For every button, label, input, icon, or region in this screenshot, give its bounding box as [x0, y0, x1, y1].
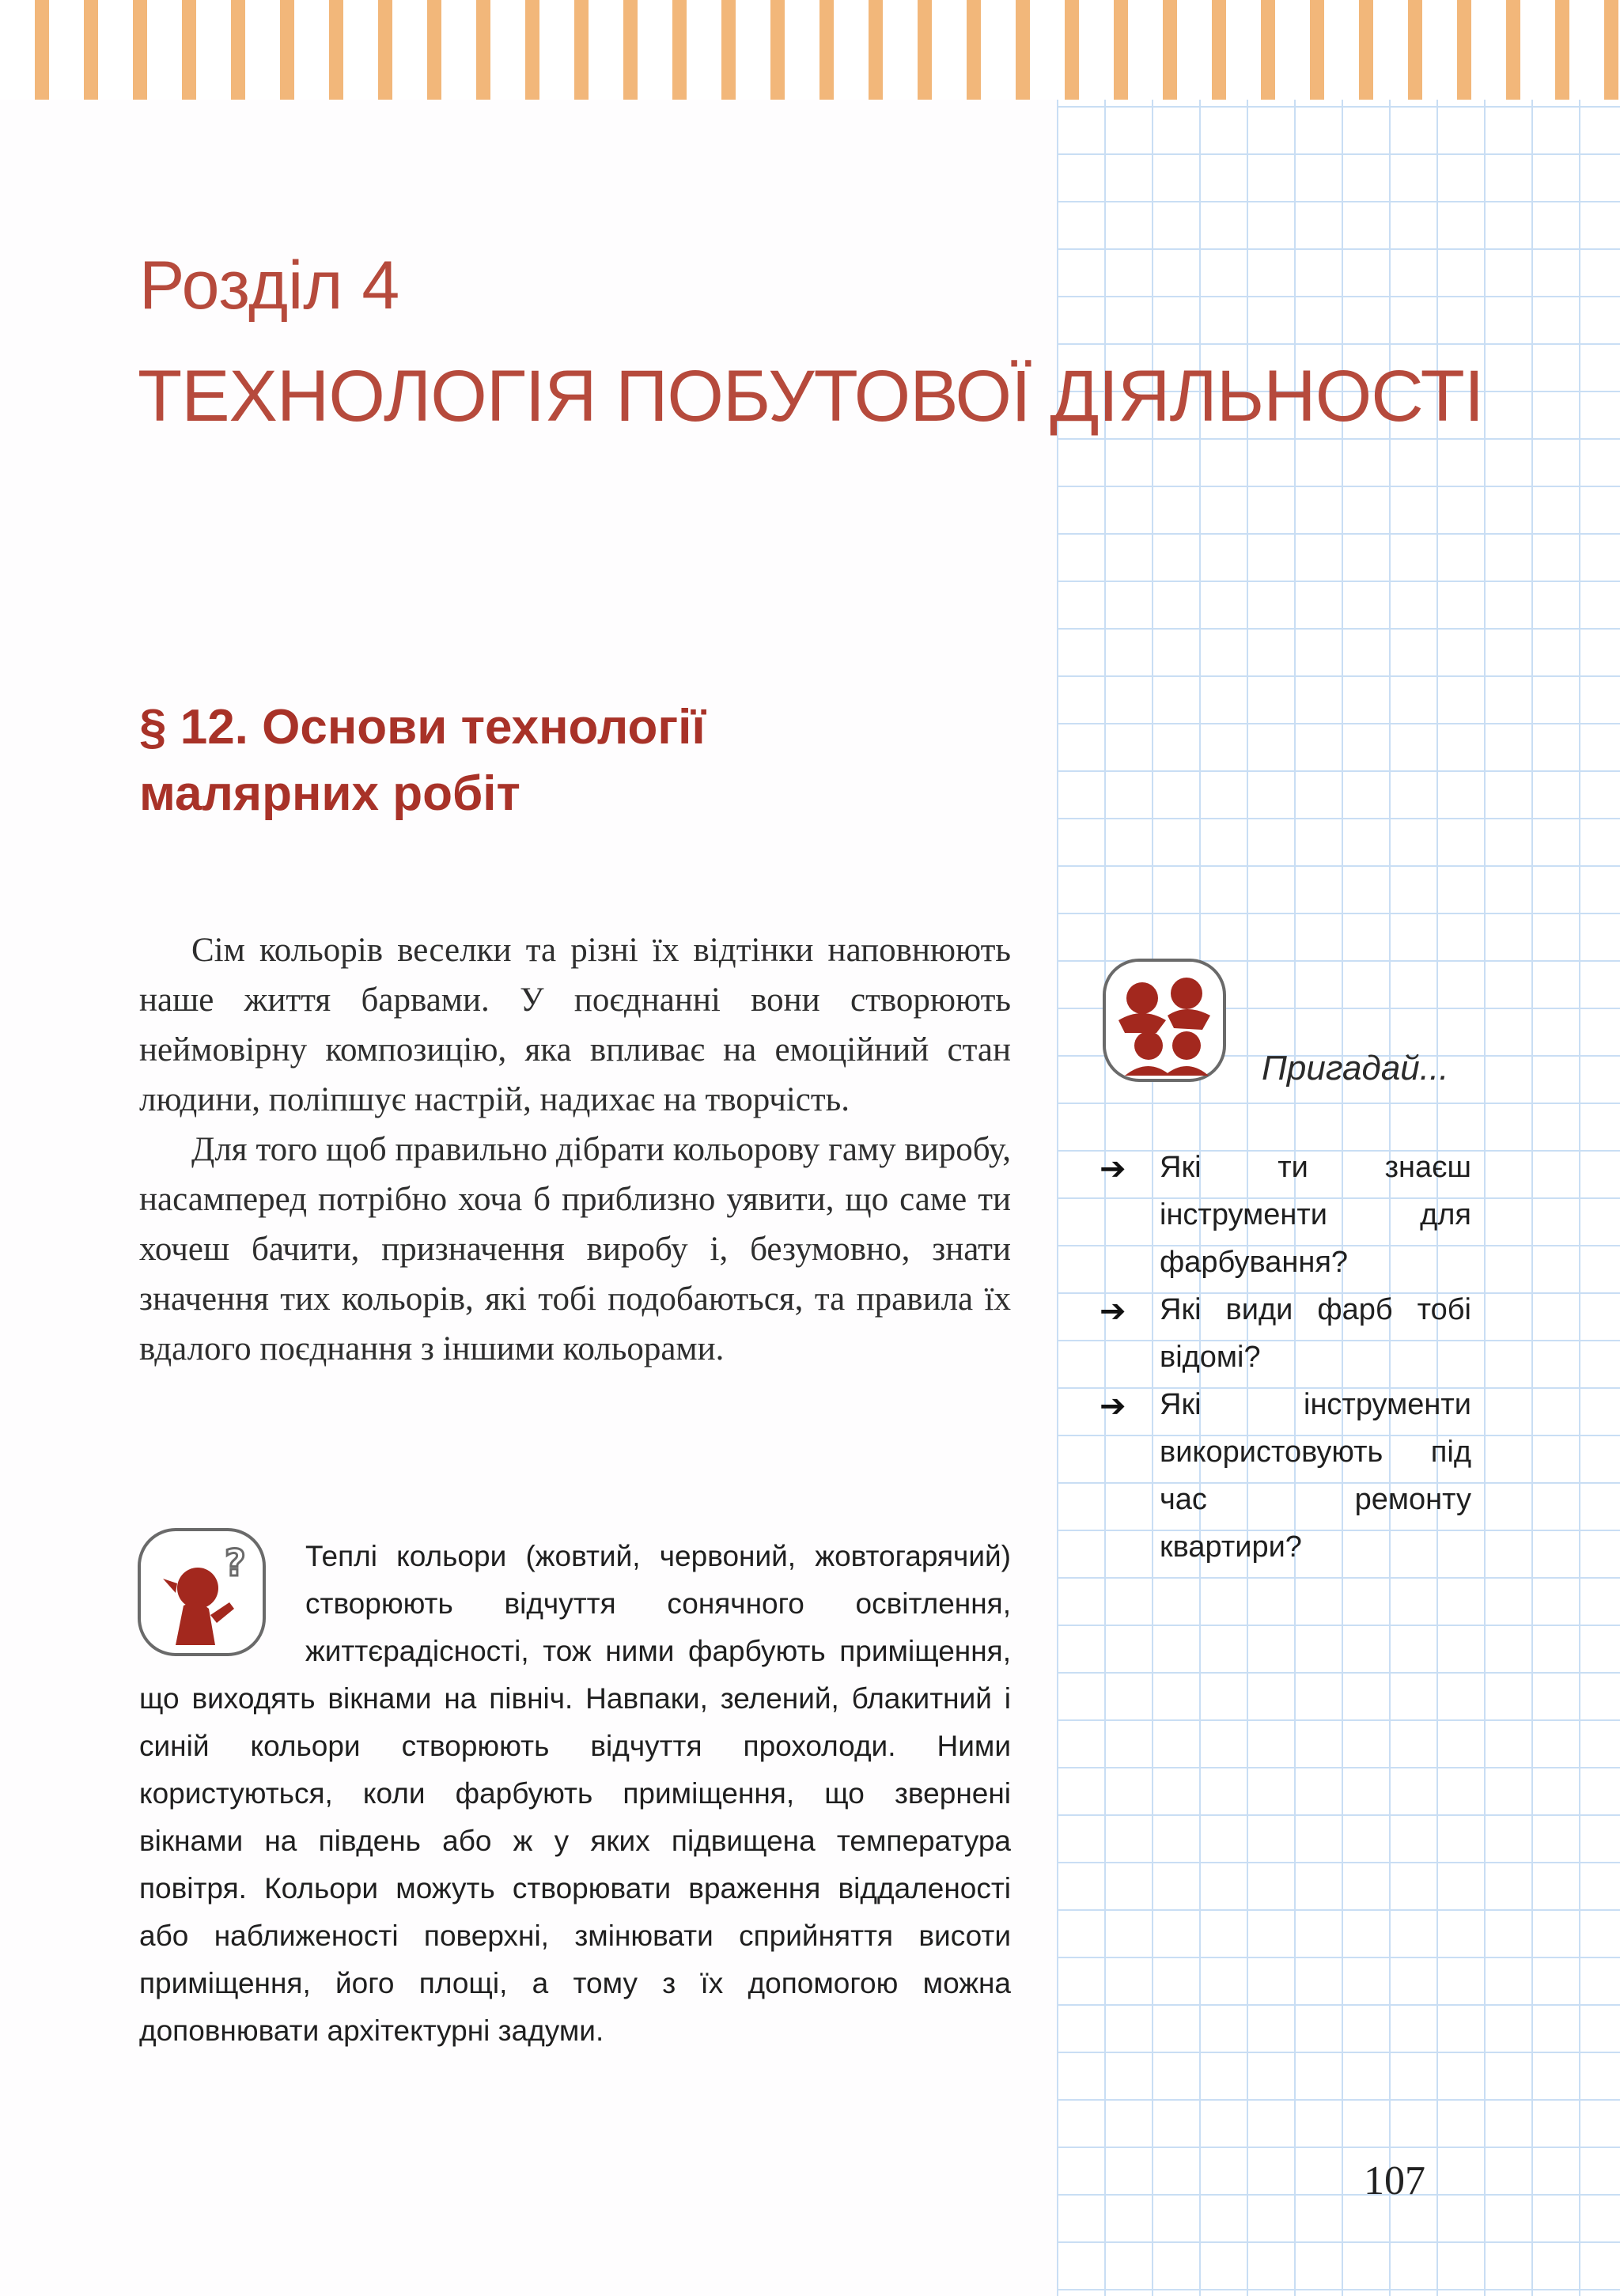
section-heading-line-1: § 12. Основи технології [139, 700, 706, 755]
question-item [1100, 1144, 1471, 1286]
page-number: 107 [1364, 2158, 1425, 2203]
arrow-right-icon: ➔ [1100, 1151, 1126, 1187]
info-text: Теплі кольори (жовтий, червоний, жовтогарячий) створюють відчуття сонячного освітлення, життєрадісності, тож ними фарбують приміщення, що виходять вікнами на північ. Навпаки, зелений, блакитний і синій кольори створюють відчуття прохолоди. Ними користуються, коли фарбують приміщення, що звернені вікнами на південь або ж у яких підвищена температура повітря. Кольори можуть створювати враження віддаленості або наближеності поверхні, змінювати сприйняття висоти приміщення, його площі, а тому з їх допомогою можна доповнювати архітектурні задуми. [139, 1540, 1011, 2047]
remember-label: Пригадай... [1262, 1049, 1449, 1087]
question-list [1100, 1144, 1471, 1571]
arrow-right-icon: ➔ [1100, 1388, 1126, 1424]
top-stripe-border [0, 0, 1620, 100]
question-item [1100, 1286, 1471, 1381]
section-heading [139, 694, 970, 827]
svg-text:?: ? [225, 1541, 246, 1584]
section-heading-line-2: малярних робіт [139, 766, 520, 821]
icon-spacer [139, 1533, 305, 1669]
question-item [1100, 1381, 1471, 1571]
info-text-block [139, 1533, 1011, 2055]
chapter-title: ТЕХНОЛОГІЯ ПОБУТОВОЇ ДІЯЛЬНОСТІ [138, 356, 1484, 437]
question-text: Які ти знаєш інструменти для фарбування? [1160, 1151, 1471, 1279]
intro-text [139, 925, 1011, 1374]
question-text: Які інструменти використовують під час ремонту квартири? [1160, 1388, 1471, 1564]
intro-paragraph: Для того щоб правильно дібрати кольорову гаму виробу, насамперед потрібно хоча б приблизно уявити, що саме ти хочеш бачити, призначення виробу і, безумовно, знати значення тих кольорів, які тобі подобаються, та правила їх вдалого поєднання з іншими кольорами. [139, 1131, 1011, 1367]
chapter-label: Розділ 4 [139, 248, 400, 323]
arrow-right-icon: ➔ [1100, 1293, 1126, 1330]
question-text: Які види фарб тобі відомі? [1160, 1293, 1471, 1374]
discussion-people-icon [1101, 957, 1228, 1084]
intro-paragraph: Сім кольорів веселки та різні їх відтінки наповнюють наше життя барвами. У поєднанні вони створюють неймовірну композицію, яка впливає на емоційний стан людини, поліпшує настрій, надихає на творчість. [139, 932, 1011, 1118]
